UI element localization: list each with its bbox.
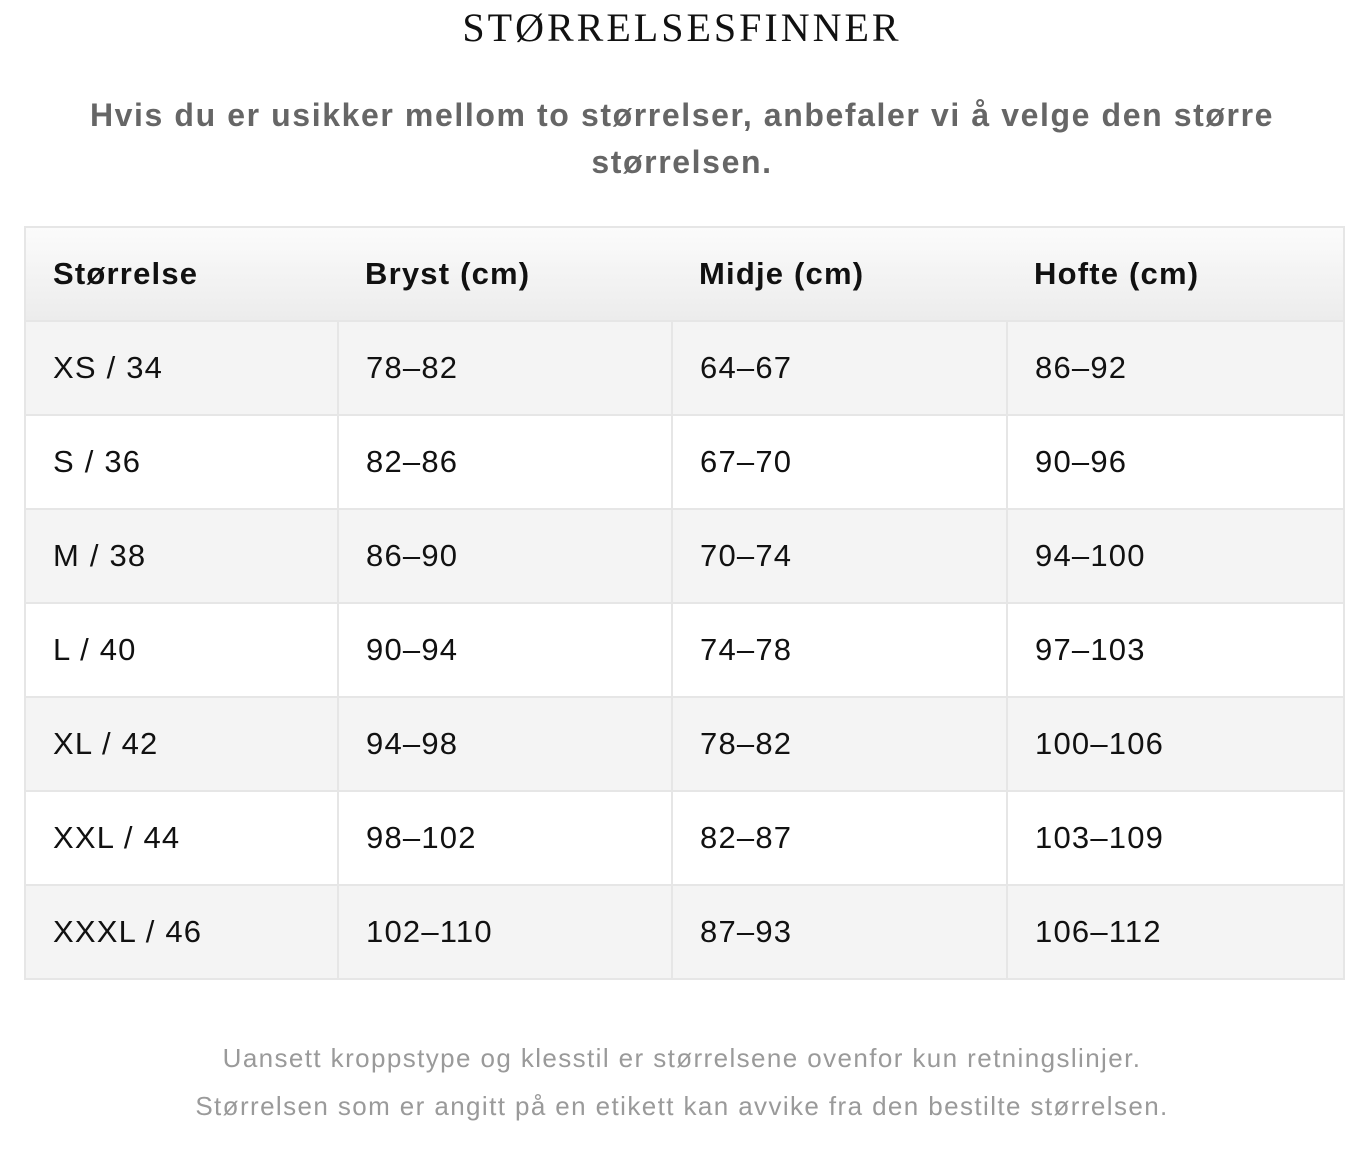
- cell-chest: 94–98: [338, 697, 672, 791]
- table-row: [25, 415, 1344, 509]
- cell-chest: 98–102: [338, 791, 672, 885]
- cell-chest: 82–86: [338, 415, 672, 509]
- cell-waist: 74–78: [672, 603, 1007, 697]
- disclaimer-line-2: Størrelsen som er angitt på en etikett kan avvike fra den bestilte størrelsen.: [195, 1091, 1169, 1121]
- cell-hip: 90–96: [1007, 415, 1344, 509]
- table-row: [25, 885, 1344, 979]
- size-chart-table: [24, 226, 1345, 980]
- disclaimer-line-1: Uansett kroppstype og klesstil er størrelsene ovenfor kun retningslinjer.: [222, 1043, 1142, 1073]
- cell-size: XL / 42: [25, 697, 338, 791]
- cell-hip: 97–103: [1007, 603, 1344, 697]
- header-hip: Hofte (cm): [1007, 227, 1344, 321]
- cell-size: XS / 34: [25, 321, 338, 415]
- cell-size: M / 38: [25, 509, 338, 603]
- table-row: [25, 509, 1344, 603]
- cell-size: XXXL / 46: [25, 885, 338, 979]
- cell-hip: 86–92: [1007, 321, 1344, 415]
- table-row: [25, 697, 1344, 791]
- cell-waist: 87–93: [672, 885, 1007, 979]
- cell-size: XXL / 44: [25, 791, 338, 885]
- cell-hip: 94–100: [1007, 509, 1344, 603]
- cell-waist: 67–70: [672, 415, 1007, 509]
- size-advice-text: Hvis du er usikker mellom to størrelser, anbefaler vi å velge den større størrelsen.: [89, 97, 1275, 180]
- cell-size: L / 40: [25, 603, 338, 697]
- cell-waist: 78–82: [672, 697, 1007, 791]
- header-size: Størrelse: [25, 227, 338, 321]
- header-chest: Bryst (cm): [338, 227, 672, 321]
- cell-chest: 78–82: [338, 321, 672, 415]
- page-title: STØRRELSESFINNER: [462, 5, 902, 50]
- cell-waist: 82–87: [672, 791, 1007, 885]
- table-row: [25, 603, 1344, 697]
- cell-hip: 103–109: [1007, 791, 1344, 885]
- cell-waist: 64–67: [672, 321, 1007, 415]
- cell-waist: 70–74: [672, 509, 1007, 603]
- cell-chest: 86–90: [338, 509, 672, 603]
- table-row: [25, 791, 1344, 885]
- table-row: [25, 321, 1344, 415]
- header-waist: Midje (cm): [672, 227, 1007, 321]
- cell-hip: 100–106: [1007, 697, 1344, 791]
- table-header-row: [25, 227, 1344, 321]
- cell-size: S / 36: [25, 415, 338, 509]
- cell-chest: 90–94: [338, 603, 672, 697]
- cell-chest: 102–110: [338, 885, 672, 979]
- cell-hip: 106–112: [1007, 885, 1344, 979]
